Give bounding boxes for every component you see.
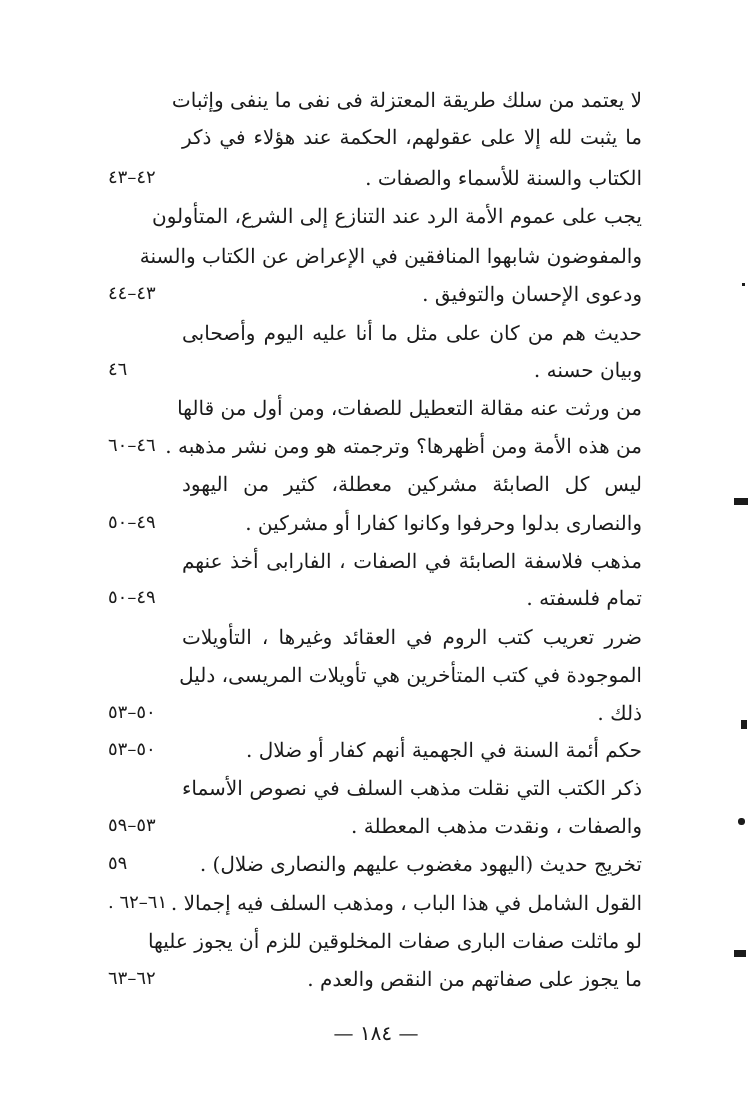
page-range: ٥٠–٥٣	[108, 739, 156, 760]
entry-text: من هذه الأمة ومن أظهرها؟ وترجمته هو ومن نشر مذهبه .	[165, 434, 642, 458]
index-line	[0, 390, 752, 426]
index-line	[0, 619, 752, 655]
index-line	[0, 657, 752, 693]
page-range: ٤٦–٦٠	[108, 435, 156, 456]
entry-text: حديث هم من كان على مثل ما أنا عليه اليوم وأصحابى	[182, 321, 642, 345]
page-range: ٥٠–٥٣	[108, 702, 156, 723]
entry-text: وبيان حسنه .	[533, 358, 642, 382]
entry-text: حكم أئمة السنة في الجهمية أنهم كفار أو ضلال .	[246, 738, 642, 762]
index-line	[0, 732, 752, 768]
entry-text: تخريج حديث (اليهود مغضوب عليهم والنصارى ضلال) .	[199, 852, 642, 876]
index-line	[0, 315, 752, 351]
index-line	[0, 846, 752, 882]
index-line	[0, 466, 752, 502]
entry-text: لو ماثلت صفات البارى صفات المخلوقين للزم أن يجوز عليها	[147, 929, 642, 953]
index-line	[0, 808, 752, 844]
entry-text: تمام فلسفته .	[526, 586, 642, 610]
index-line	[0, 160, 752, 196]
index-line	[0, 198, 752, 234]
entry-text: ضرر تعريب كتب الروم في العقائد وغيرها ، التأويلات	[182, 625, 642, 649]
page-range: ٤٩–٥٠	[108, 512, 156, 533]
index-line	[0, 695, 752, 731]
index-line	[0, 238, 752, 274]
scan-mark	[741, 720, 747, 729]
page-range: ٤٢–٤٣	[108, 167, 156, 188]
entry-text: ودعوى الإحسان والتوفيق .	[422, 282, 642, 306]
page-range: ٥٩	[108, 853, 128, 874]
index-line	[0, 119, 752, 155]
index-line	[0, 923, 752, 959]
page-range: ٤٦	[108, 359, 128, 380]
entry-text: ذكر الكتب التي نقلت مذهب السلف في نصوص الأسماء	[182, 776, 642, 800]
entry-text: ذلك .	[597, 701, 642, 725]
scan-mark	[738, 818, 745, 825]
page-range: ٦١–٦٢ .	[108, 892, 168, 913]
entry-text: الكتاب والسنة للأسماء والصفات .	[365, 166, 642, 190]
index-line	[0, 961, 752, 997]
page-range: ٥٣–٥٩	[108, 815, 156, 836]
index-line	[0, 885, 752, 921]
index-line	[0, 352, 752, 388]
entry-text: ما يثبت لله إلا على عقولهم، الحكمة عند هؤلاء في ذكر	[182, 125, 642, 149]
entry-text: مذهب فلاسفة الصابئة في الصفات ، الفارابى أخذ عنهم	[182, 549, 642, 573]
scan-mark	[734, 950, 746, 957]
index-line	[0, 543, 752, 579]
index-line	[0, 770, 752, 806]
entry-text: ما يجوز على صفاتهم من النقص والعدم .	[307, 967, 642, 991]
entry-text: والنصارى بدلوا وحرفوا وكانوا كفارا أو مشركين .	[245, 511, 642, 535]
scan-mark	[742, 283, 745, 286]
index-line	[0, 505, 752, 541]
index-line	[0, 580, 752, 616]
index-line	[0, 276, 752, 312]
entry-text: يجب على عموم الأمة الرد عند التنازع إلى الشرع، المتأولون	[152, 204, 642, 228]
page-number: — ١٨٤ —	[333, 1021, 419, 1045]
page-range: ٦٢–٦٣	[108, 968, 156, 989]
entry-text: القول الشامل في هذا الباب ، ومذهب السلف فيه إجمالا .	[170, 891, 642, 915]
index-line	[0, 428, 752, 464]
index-line	[0, 82, 752, 118]
page-range: ٤٩–٥٠	[108, 587, 156, 608]
entry-text: من ورثت عنه مقالة التعطيل للصفات، ومن أول من قالها	[177, 396, 642, 420]
page-range: ٤٣–٤٤	[108, 283, 156, 304]
entry-text: لا يعتمد من سلك طريقة المعتزلة فى نفى ما ينفى وإثبات	[171, 88, 642, 112]
entry-text: ليس كل الصابئة مشركين معطلة، كثير من اليهود	[182, 472, 642, 496]
entry-text: والصفات ، ونقدت مذهب المعطلة .	[351, 814, 642, 838]
entry-text: الموجودة في كتب المتأخرين هي تأويلات المريسى، دليل	[179, 663, 642, 687]
scan-mark	[734, 498, 748, 505]
entry-text: والمفوضون شابهوا المنافقين في الإعراض عن الكتاب والسنة	[139, 244, 642, 268]
